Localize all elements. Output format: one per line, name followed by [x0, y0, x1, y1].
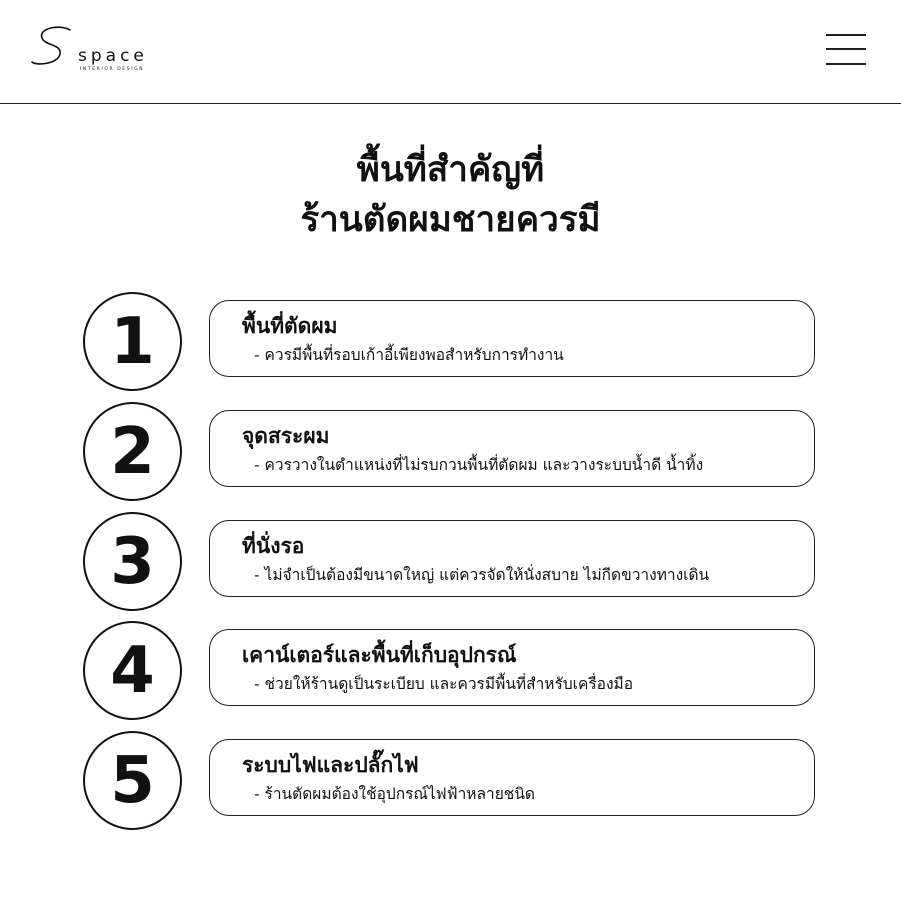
item-number: 1 [110, 304, 155, 379]
item-title: พื้นที่ตัดผม [242, 314, 338, 338]
number-circle [83, 402, 182, 501]
item-card [209, 410, 815, 487]
item-description: - ร้านตัดผมต้องใช้อุปกรณ์ไฟฟ้าหลายชนิด [254, 785, 535, 803]
item-number: 4 [110, 633, 155, 708]
item-description: - ควรวางในตำแหน่งที่ไม่รบกวนพื้นที่ตัดผม และวางระบบน้ำดี น้ำทิ้ง [254, 456, 704, 474]
number-circle [83, 292, 182, 391]
list-item [0, 621, 901, 721]
item-title: เคาน์เตอร์และพื้นที่เก็บอุปกรณ์ [242, 643, 517, 667]
page-title [0, 145, 901, 245]
item-description: - ไม่จำเป็นต้องมีขนาดใหญ่ แต่ควรจัดให้นั่งสบาย ไม่กีดขวางทางเดิน [254, 566, 710, 584]
list-item [0, 512, 901, 612]
item-card [209, 629, 815, 706]
item-number: 5 [110, 743, 155, 818]
list-item [0, 731, 901, 831]
item-title: ที่นั่งรอ [242, 534, 305, 558]
number-circle [83, 621, 182, 720]
brand-name: space [78, 46, 148, 66]
list-item [0, 292, 901, 392]
item-description: - ช่วยให้ร้านดูเป็นระเบียบ และควรมีพื้นที่สำหรับเครื่องมือ [254, 675, 634, 693]
list-item [0, 402, 901, 502]
hamburger-menu-icon[interactable] [826, 34, 866, 66]
item-card [209, 520, 815, 597]
page-title-line-2: ร้านตัดผมชายควรมี [300, 200, 601, 240]
item-card [209, 739, 815, 816]
item-card [209, 300, 815, 377]
item-number: 3 [110, 524, 155, 599]
item-title: ระบบไฟและปลั๊กไฟ [242, 753, 419, 777]
item-number: 2 [110, 414, 155, 489]
page-title-line-1: พื้นที่สำคัญที่ [356, 150, 545, 190]
item-title: จุดสระผม [242, 424, 330, 448]
number-circle [83, 512, 182, 611]
header-divider [0, 103, 901, 104]
item-description: - ควรมีพื้นที่รอบเก้าอี้เพียงพอสำหรับการทำงาน [254, 346, 564, 364]
header [0, 0, 901, 104]
brand-logo[interactable] [30, 24, 170, 76]
number-circle [83, 731, 182, 830]
brand-tagline: INTERIOR DESIGN [80, 67, 145, 72]
